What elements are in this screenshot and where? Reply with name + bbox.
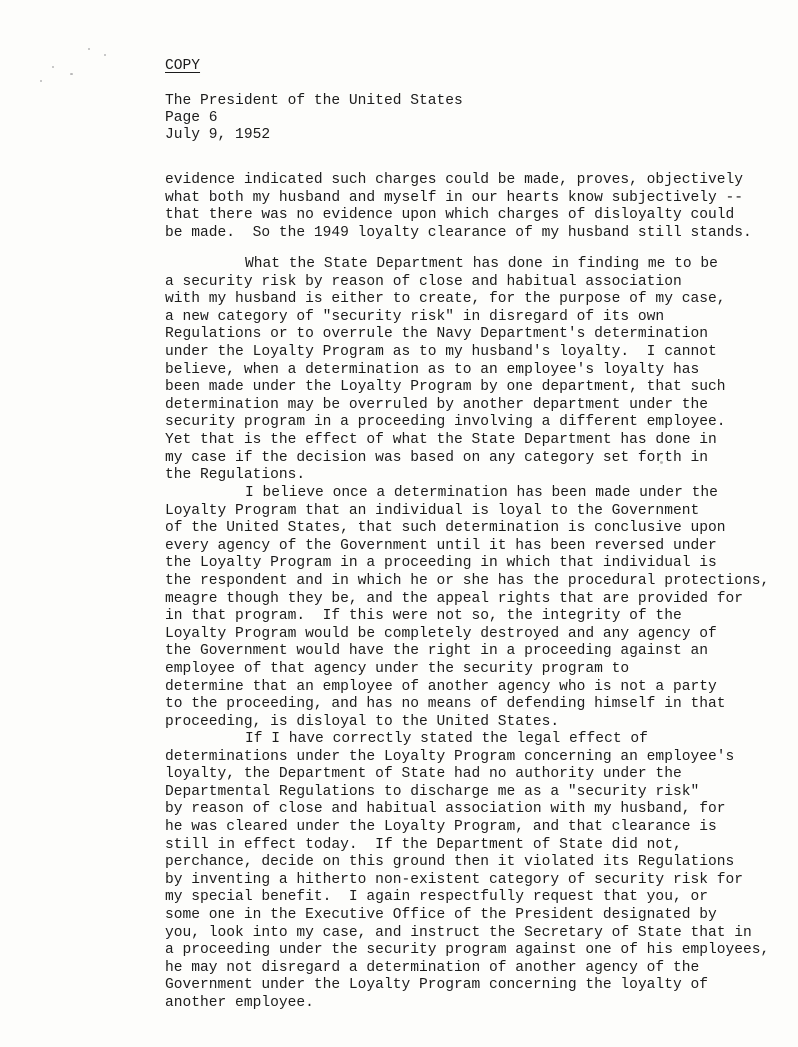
paragraph-line: meagre though they be, and the appeal rights that are provided for xyxy=(165,590,744,607)
paragraph-line: another employee. xyxy=(165,995,314,1011)
paragraph-line: been made under the Loyalty Program by one department, that such xyxy=(165,379,726,396)
paragraph-line: Departmental Regulations to discharge me as a "security risk" xyxy=(165,783,700,800)
paragraph-line: Yet that is the effect of what the State Department has done in xyxy=(165,432,717,448)
paragraph-line: employee of that agency under the security program to xyxy=(165,661,630,677)
scan-speck xyxy=(40,80,42,82)
page-number-line: Page 6 xyxy=(165,110,218,126)
paragraph-line: the respondent and in which he or she has the procedural protections, xyxy=(165,573,770,589)
recipient-line: The President of the United States xyxy=(165,93,463,109)
paragraph-line: the Loyalty Program in a proceeding in which that individual is xyxy=(165,555,717,572)
scan-speck xyxy=(88,48,90,50)
paragraph-line: be made. So the 1949 loyalty clearance of my husband still stands. xyxy=(165,224,752,241)
paragraph-line: Government under the Loyalty Program concerning the loyalty of xyxy=(165,977,708,994)
paragraph-line: my special benefit. I again respectfully request that you, or xyxy=(165,889,708,906)
date-line: July 9, 1952 xyxy=(165,127,271,143)
paragraph-line: in that program. If this were not so, the integrity of the xyxy=(165,608,682,625)
paragraph-line: to the proceeding, and has no means of defending himself in that xyxy=(165,696,726,713)
paragraph-line: that there was no evidence upon which charges of disloyalty could xyxy=(165,207,735,224)
paragraph-line: the Government would have the right in a proceeding against an xyxy=(165,643,708,660)
paragraph-line: If I have correctly stated the legal effect of xyxy=(245,731,648,747)
paragraph-line: a new category of "security risk" in disregard of its own xyxy=(165,308,665,325)
paragraph-line: by reason of close and habitual association with my husband, for xyxy=(165,801,726,818)
paragraph-line: you, look into my case, and instruct the Secretary of State that in xyxy=(165,924,752,941)
scan-speck xyxy=(104,54,106,56)
paragraph-line: some one in the Executive Office of the President designated by xyxy=(165,907,717,923)
paragraph-line: he may not disregard a determination of another agency of the xyxy=(165,959,700,976)
paragraph-line: by inventing a hitherto non-existent category of security risk for xyxy=(165,871,744,888)
paragraph-line: Loyalty Program would be completely destroyed and any agency of xyxy=(165,625,717,642)
paragraph-line: determine that an employee of another agency who is not a party xyxy=(165,678,717,695)
paragraph-line: determinations under the Loyalty Program concerning an employee's xyxy=(165,748,735,765)
paragraph-line: determination may be overruled by another department under the xyxy=(165,396,708,413)
paragraph-line: What the State Department has done in finding me to be xyxy=(245,256,718,272)
paragraph-line: proceeding, is disloyal to the United States. xyxy=(165,713,560,730)
paragraph-line: Regulations or to overrule the Navy Department's determination xyxy=(165,326,708,343)
copy-stamp: COPY xyxy=(165,58,201,74)
paragraph-line: with my husband is either to create, for the purpose of my case, xyxy=(165,291,726,308)
paragraph-line: a proceeding under the security program against one of his employees, xyxy=(165,942,770,959)
scan-speck xyxy=(70,73,73,75)
paragraph-line: still in effect today. If the Department of State did not, xyxy=(165,836,682,853)
paragraph-line: I believe once a determination has been made under the xyxy=(245,485,718,501)
paragraph-line: Loyalty Program that an individual is loyal to the Government xyxy=(165,502,700,519)
paragraph-line: of the United States, that such determination is conclusive upon xyxy=(165,520,726,537)
paragraph-line: every agency of the Government until it has been reversed under xyxy=(165,537,717,554)
paragraph-line: loyalty, the Department of State had no authority under the xyxy=(165,766,682,783)
paragraph-line: perchance, decide on this ground then it violated its Regulations xyxy=(165,854,735,871)
paragraph-line: under the Loyalty Program as to my husband's loyalty. I cannot xyxy=(165,344,717,360)
paragraph-line: believe, when a determination as to an employee's loyalty has xyxy=(165,361,700,378)
paragraph-line: security program in a proceeding involving a different employee. xyxy=(165,414,726,431)
paragraph-line: he was cleared under the Loyalty Program, and that clearance is xyxy=(165,819,717,835)
paragraph-line: a security risk by reason of close and habitual association xyxy=(165,273,682,290)
paragraph-line: the Regulations. xyxy=(165,467,306,484)
paragraph-line: my case if the decision was based on any category set forth in xyxy=(165,449,708,466)
paragraph-line: what both my husband and myself in our hearts know subjectively -- xyxy=(165,189,744,206)
paragraph-line: evidence indicated such charges could be made, proves, objectively xyxy=(165,172,744,188)
scan-speck xyxy=(52,66,54,68)
